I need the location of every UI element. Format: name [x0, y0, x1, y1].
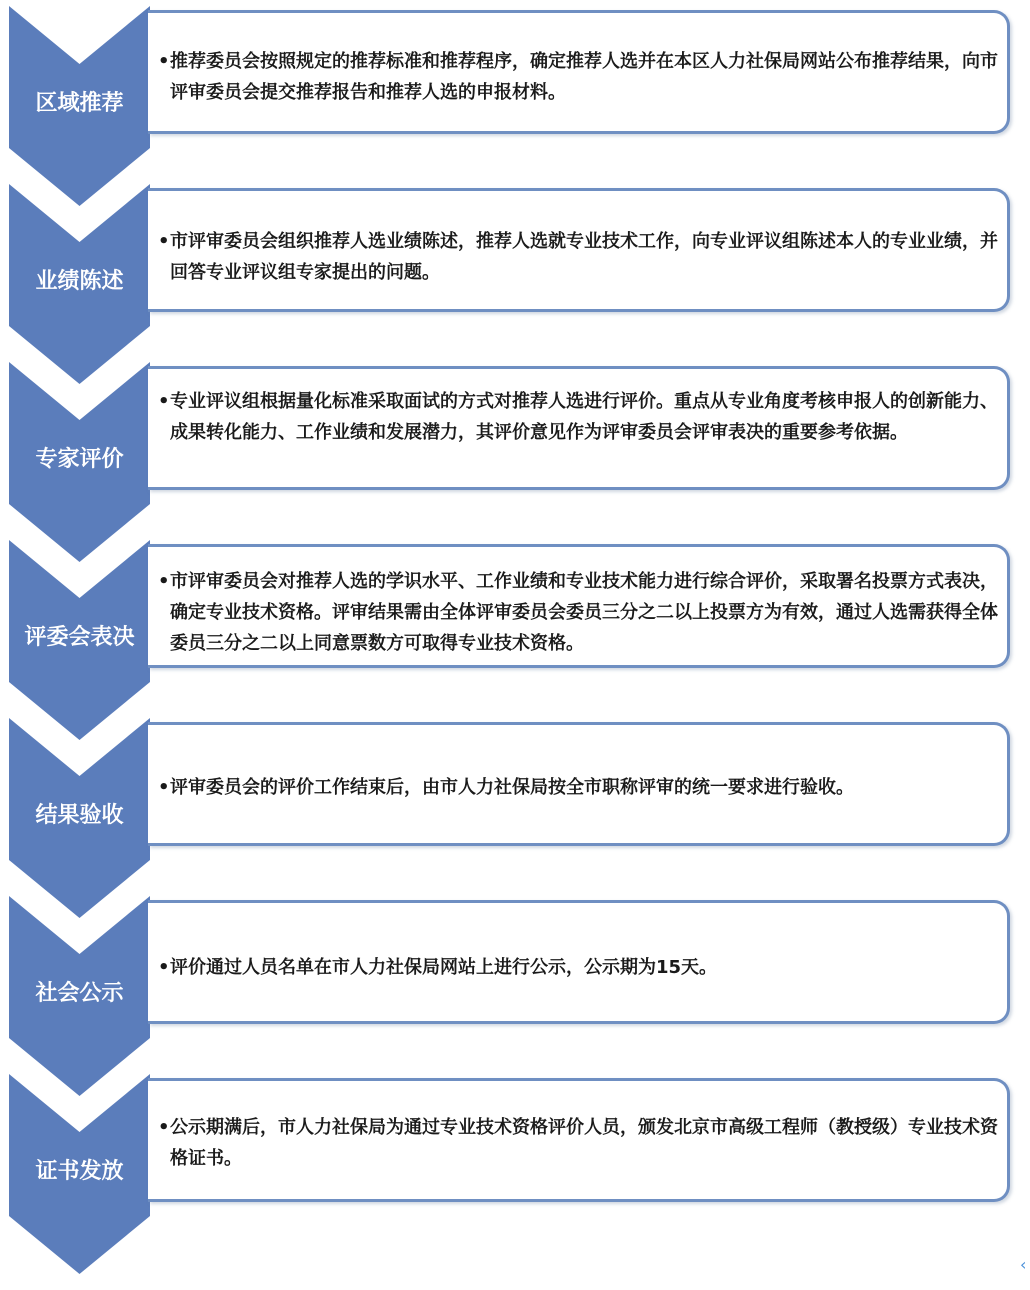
corner-arrow-icon: ‹: [1020, 1255, 1027, 1274]
process-step: [0, 540, 1030, 740]
step-description-text: 公示期满后，市人力社保局为通过专业技术资格评价人员，颁发北京市高级工程师（教授级）专业技术资格证书。: [170, 1117, 998, 1169]
step-description-text: 评价通过人员名单在市人力社保局网站上进行公示，公示期为15天。: [170, 957, 718, 978]
step-description: [158, 46, 1010, 108]
step-description-text: 专业评议组根据量化标准采取面试的方式对推荐人选进行评价。重点从专业角度考核申报人的创新能力、成果转化能力、工作业绩和发展潜力，其评价意见作为评审委员会评审表决的重要参考依据。: [170, 391, 998, 443]
step-description-text: 市评审委员会对推荐人选的学识水平、工作业绩和专业技术能力进行综合评价，采取署名投票方式表决，确定专业技术资格。评审结果需由全体评审委员会委员三分之二以上投票方为有效，通过人选需获得全体委员三分之二以上同意票数方可取得专业技术资格。: [170, 571, 998, 654]
bullet-icon: •: [158, 571, 170, 592]
step-label: 专家评价: [35, 447, 124, 472]
bullet-icon: •: [158, 777, 170, 798]
step-description: [158, 226, 1010, 288]
step-description-text: 市评审委员会组织推荐人选业绩陈述，推荐人选就专业技术工作，向专业评议组陈述本人的专业业绩，并回答专业评议组专家提出的问题。: [170, 231, 998, 283]
step-label: 结果验收: [35, 803, 124, 828]
bullet-icon: •: [158, 391, 170, 412]
process-step: [0, 6, 1030, 206]
bullet-icon: •: [158, 1117, 170, 1138]
bullet-icon: •: [158, 51, 170, 72]
step-description: [158, 386, 1010, 448]
step-description-text: 评审委员会的评价工作结束后，由市人力社保局按全市职称评审的统一要求进行验收。: [170, 777, 854, 798]
step-description: [158, 772, 1010, 803]
process-step: [0, 362, 1030, 562]
process-step: [0, 184, 1030, 384]
step-description-text: 推荐委员会按照规定的推荐标准和推荐程序，确定推荐人选并在本区人力社保局网站公布推荐结果，向市评审委员会提交推荐报告和推荐人选的申报材料。: [170, 51, 998, 103]
process-step: [0, 896, 1030, 1096]
process-step: [0, 1074, 1030, 1274]
process-step: [0, 718, 1030, 918]
step-label: 区域推荐: [35, 91, 124, 116]
step-label: 社会公示: [35, 981, 124, 1006]
step-label: 业绩陈述: [35, 269, 124, 294]
step-description: [158, 952, 1010, 983]
bullet-icon: •: [158, 957, 170, 978]
bullet-icon: •: [158, 231, 170, 252]
step-label: 证书发放: [35, 1159, 124, 1184]
step-description: [158, 1112, 1010, 1174]
step-description: [158, 566, 1010, 659]
step-label: 评委会表决: [24, 625, 135, 650]
